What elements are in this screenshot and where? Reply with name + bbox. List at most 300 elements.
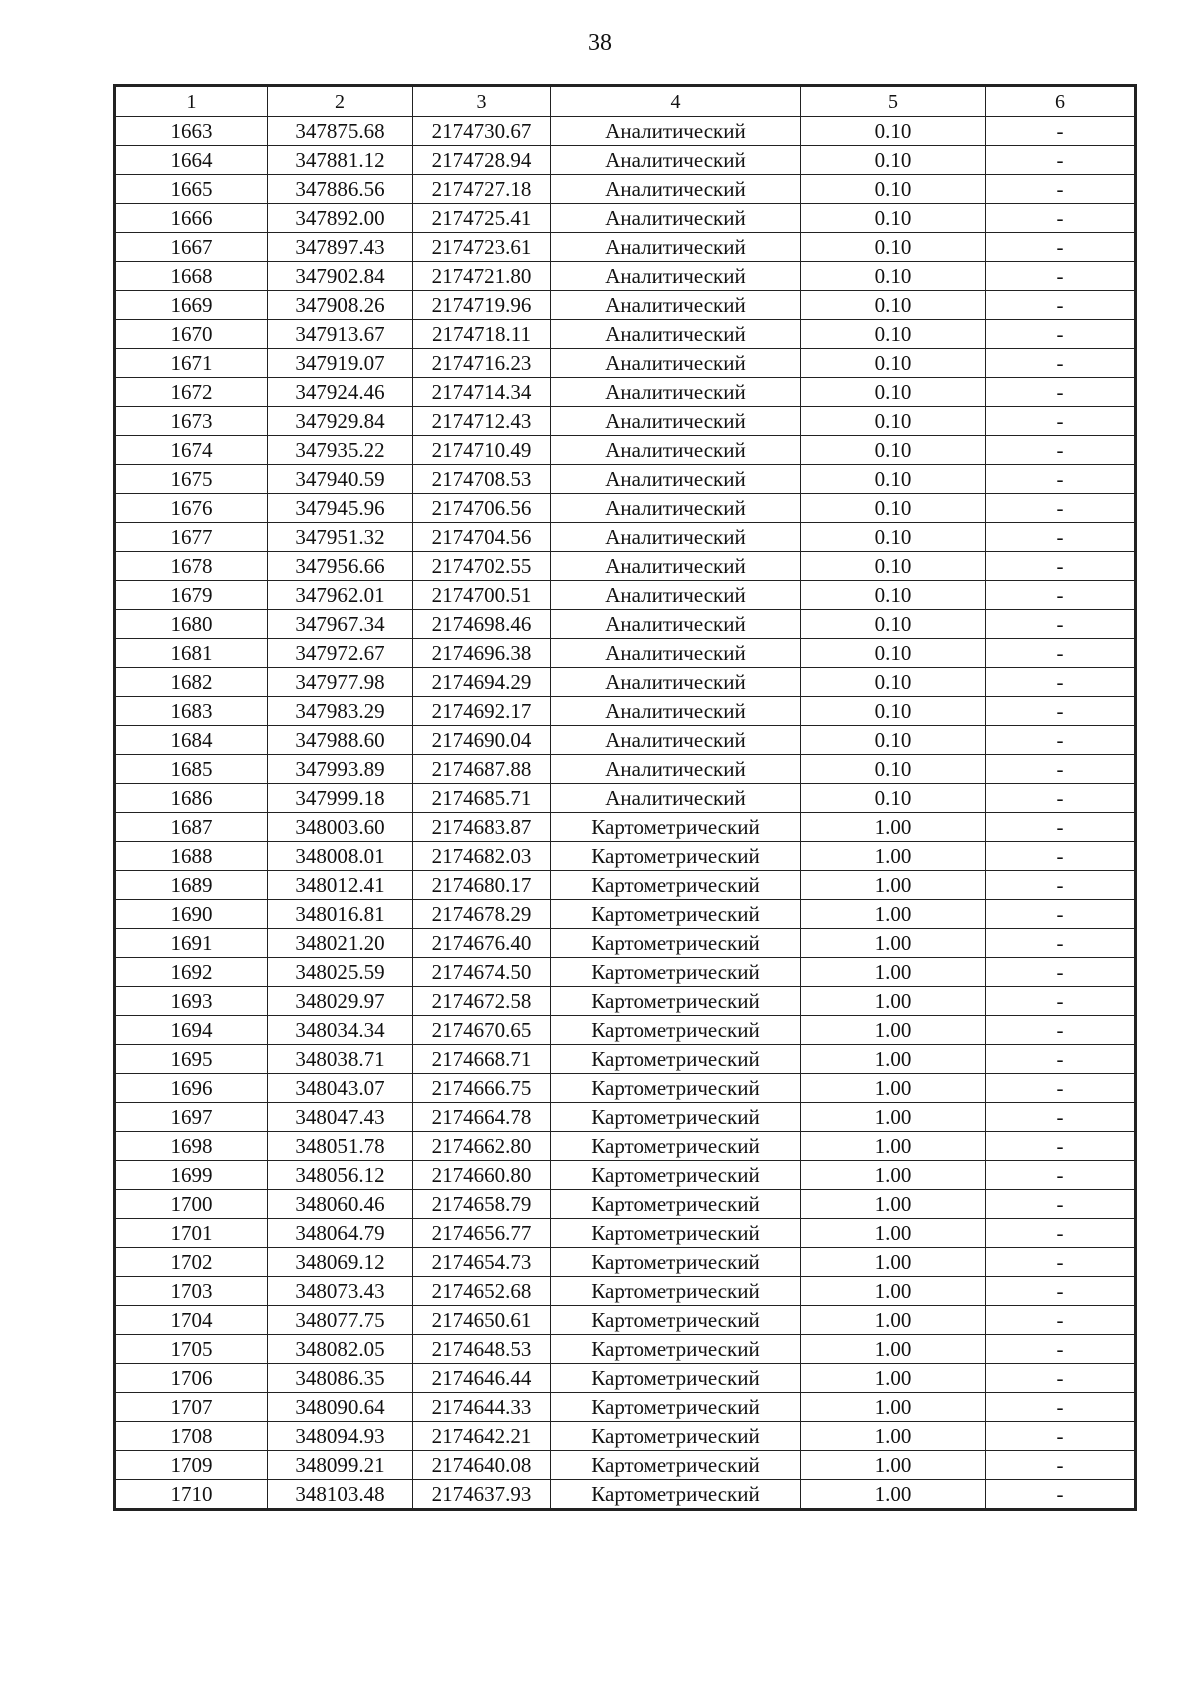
y-coordinate-cell: 2174728.94 [413,146,551,175]
method-cell: Аналитический [551,784,801,813]
accuracy-cell: 1.00 [801,1393,986,1422]
point-number-cell: 1701 [116,1219,268,1248]
method-cell: Картометрический [551,1074,801,1103]
y-coordinate-cell: 2174678.29 [413,900,551,929]
table-row [116,523,1135,552]
note-cell: - [986,291,1135,320]
y-coordinate-cell: 2174682.03 [413,842,551,871]
accuracy-cell: 1.00 [801,1364,986,1393]
point-number-cell: 1675 [116,465,268,494]
column-header: 6 [986,87,1135,117]
point-number-cell: 1694 [116,1016,268,1045]
table-row [116,842,1135,871]
point-number-cell: 1691 [116,929,268,958]
table-row [116,813,1135,842]
x-coordinate-cell: 347892.00 [268,204,413,233]
y-coordinate-cell: 2174723.61 [413,233,551,262]
point-number-cell: 1679 [116,581,268,610]
table-row [116,987,1135,1016]
accuracy-cell: 1.00 [801,1074,986,1103]
note-cell: - [986,175,1135,204]
method-cell: Аналитический [551,349,801,378]
x-coordinate-cell: 347967.34 [268,610,413,639]
note-cell: - [986,146,1135,175]
method-cell: Аналитический [551,204,801,233]
note-cell: - [986,320,1135,349]
column-header: 5 [801,87,986,117]
table-row [116,349,1135,378]
y-coordinate-cell: 2174656.77 [413,1219,551,1248]
accuracy-cell: 1.00 [801,1335,986,1364]
point-number-cell: 1677 [116,523,268,552]
note-cell: - [986,1364,1135,1393]
x-coordinate-cell: 348069.12 [268,1248,413,1277]
method-cell: Аналитический [551,117,801,146]
table-row [116,1306,1135,1335]
method-cell: Картометрический [551,1451,801,1480]
column-header: 3 [413,87,551,117]
accuracy-cell: 0.10 [801,204,986,233]
accuracy-cell: 0.10 [801,581,986,610]
method-cell: Картометрический [551,1219,801,1248]
note-cell: - [986,233,1135,262]
accuracy-cell: 0.10 [801,175,986,204]
accuracy-cell: 1.00 [801,871,986,900]
y-coordinate-cell: 2174714.34 [413,378,551,407]
table-row [116,1248,1135,1277]
accuracy-cell: 0.10 [801,465,986,494]
note-cell: - [986,784,1135,813]
table-row [116,1335,1135,1364]
y-coordinate-cell: 2174716.23 [413,349,551,378]
accuracy-cell: 1.00 [801,1277,986,1306]
table-row [116,407,1135,436]
point-number-cell: 1690 [116,900,268,929]
accuracy-cell: 1.00 [801,1306,986,1335]
point-number-cell: 1709 [116,1451,268,1480]
accuracy-cell: 0.10 [801,436,986,465]
note-cell: - [986,407,1135,436]
note-cell: - [986,436,1135,465]
table-row [116,146,1135,175]
point-number-cell: 1696 [116,1074,268,1103]
accuracy-cell: 1.00 [801,1248,986,1277]
y-coordinate-cell: 2174694.29 [413,668,551,697]
method-cell: Аналитический [551,407,801,436]
point-number-cell: 1681 [116,639,268,668]
point-number-cell: 1702 [116,1248,268,1277]
table-header-row [116,87,1135,117]
accuracy-cell: 1.00 [801,1190,986,1219]
x-coordinate-cell: 347940.59 [268,465,413,494]
y-coordinate-cell: 2174730.67 [413,117,551,146]
x-coordinate-cell: 347881.12 [268,146,413,175]
point-number-cell: 1688 [116,842,268,871]
accuracy-cell: 0.10 [801,697,986,726]
note-cell: - [986,204,1135,233]
accuracy-cell: 1.00 [801,1045,986,1074]
x-coordinate-cell: 348077.75 [268,1306,413,1335]
y-coordinate-cell: 2174648.53 [413,1335,551,1364]
point-number-cell: 1693 [116,987,268,1016]
accuracy-cell: 1.00 [801,1451,986,1480]
y-coordinate-cell: 2174668.71 [413,1045,551,1074]
table-row [116,697,1135,726]
table-row [116,1045,1135,1074]
method-cell: Аналитический [551,697,801,726]
x-coordinate-cell: 348082.05 [268,1335,413,1364]
table-row [116,1190,1135,1219]
point-number-cell: 1682 [116,668,268,697]
point-number-cell: 1695 [116,1045,268,1074]
point-number-cell: 1672 [116,378,268,407]
point-number-cell: 1664 [116,146,268,175]
note-cell: - [986,494,1135,523]
note-cell: - [986,1422,1135,1451]
y-coordinate-cell: 2174692.17 [413,697,551,726]
note-cell: - [986,378,1135,407]
table-row [116,552,1135,581]
accuracy-cell: 1.00 [801,1103,986,1132]
note-cell: - [986,117,1135,146]
x-coordinate-cell: 348016.81 [268,900,413,929]
accuracy-cell: 0.10 [801,378,986,407]
accuracy-cell: 0.10 [801,291,986,320]
table-row [116,726,1135,755]
table-row [116,929,1135,958]
table-row [116,233,1135,262]
y-coordinate-cell: 2174637.93 [413,1480,551,1509]
method-cell: Картометрический [551,900,801,929]
accuracy-cell: 0.10 [801,552,986,581]
y-coordinate-cell: 2174685.71 [413,784,551,813]
accuracy-cell: 0.10 [801,755,986,784]
note-cell: - [986,842,1135,871]
column-header: 1 [116,87,268,117]
point-number-cell: 1678 [116,552,268,581]
note-cell: - [986,900,1135,929]
accuracy-cell: 1.00 [801,1219,986,1248]
x-coordinate-cell: 348029.97 [268,987,413,1016]
method-cell: Аналитический [551,378,801,407]
method-cell: Аналитический [551,320,801,349]
x-coordinate-cell: 348034.34 [268,1016,413,1045]
x-coordinate-cell: 348025.59 [268,958,413,987]
point-number-cell: 1667 [116,233,268,262]
x-coordinate-cell: 347897.43 [268,233,413,262]
table-row [116,175,1135,204]
x-coordinate-cell: 348003.60 [268,813,413,842]
note-cell: - [986,465,1135,494]
x-coordinate-cell: 348086.35 [268,1364,413,1393]
point-number-cell: 1699 [116,1161,268,1190]
point-number-cell: 1697 [116,1103,268,1132]
x-coordinate-cell: 347929.84 [268,407,413,436]
page-number: 38 [588,30,612,56]
note-cell: - [986,1190,1135,1219]
accuracy-cell: 1.00 [801,958,986,987]
method-cell: Картометрический [551,1393,801,1422]
table-row [116,1132,1135,1161]
table-row [116,755,1135,784]
method-cell: Аналитический [551,610,801,639]
point-number-cell: 1666 [116,204,268,233]
note-cell: - [986,987,1135,1016]
table-row [116,639,1135,668]
table-row [116,1480,1135,1509]
accuracy-cell: 1.00 [801,1480,986,1509]
y-coordinate-cell: 2174676.40 [413,929,551,958]
point-number-cell: 1680 [116,610,268,639]
method-cell: Аналитический [551,581,801,610]
accuracy-cell: 0.10 [801,668,986,697]
note-cell: - [986,1103,1135,1132]
accuracy-cell: 0.10 [801,233,986,262]
accuracy-cell: 0.10 [801,349,986,378]
method-cell: Картометрический [551,1016,801,1045]
y-coordinate-cell: 2174666.75 [413,1074,551,1103]
table-row [116,958,1135,987]
accuracy-cell: 0.10 [801,610,986,639]
x-coordinate-cell: 347913.67 [268,320,413,349]
x-coordinate-cell: 348038.71 [268,1045,413,1074]
table-row [116,1364,1135,1393]
method-cell: Картометрический [551,842,801,871]
y-coordinate-cell: 2174696.38 [413,639,551,668]
point-number-cell: 1686 [116,784,268,813]
x-coordinate-cell: 347977.98 [268,668,413,697]
note-cell: - [986,262,1135,291]
x-coordinate-cell: 348099.21 [268,1451,413,1480]
accuracy-cell: 0.10 [801,320,986,349]
method-cell: Аналитический [551,523,801,552]
method-cell: Картометрический [551,1364,801,1393]
y-coordinate-cell: 2174664.78 [413,1103,551,1132]
method-cell: Аналитический [551,494,801,523]
table-row [116,610,1135,639]
y-coordinate-cell: 2174687.88 [413,755,551,784]
x-coordinate-cell: 348073.43 [268,1277,413,1306]
method-cell: Картометрический [551,987,801,1016]
accuracy-cell: 1.00 [801,987,986,1016]
table-row [116,1103,1135,1132]
point-number-cell: 1684 [116,726,268,755]
method-cell: Картометрический [551,1277,801,1306]
accuracy-cell: 1.00 [801,1132,986,1161]
x-coordinate-cell: 347886.56 [268,175,413,204]
x-coordinate-cell: 348056.12 [268,1161,413,1190]
accuracy-cell: 1.00 [801,900,986,929]
accuracy-cell: 0.10 [801,523,986,552]
point-number-cell: 1704 [116,1306,268,1335]
table-row [116,436,1135,465]
column-header: 2 [268,87,413,117]
y-coordinate-cell: 2174702.55 [413,552,551,581]
accuracy-cell: 0.10 [801,407,986,436]
note-cell: - [986,581,1135,610]
table-row [116,1393,1135,1422]
point-number-cell: 1674 [116,436,268,465]
x-coordinate-cell: 347951.32 [268,523,413,552]
x-coordinate-cell: 348047.43 [268,1103,413,1132]
y-coordinate-cell: 2174727.18 [413,175,551,204]
x-coordinate-cell: 347875.68 [268,117,413,146]
note-cell: - [986,755,1135,784]
method-cell: Аналитический [551,755,801,784]
y-coordinate-cell: 2174683.87 [413,813,551,842]
y-coordinate-cell: 2174670.65 [413,1016,551,1045]
accuracy-cell: 1.00 [801,1161,986,1190]
note-cell: - [986,1248,1135,1277]
table-row [116,291,1135,320]
note-cell: - [986,813,1135,842]
table-row [116,494,1135,523]
y-coordinate-cell: 2174704.56 [413,523,551,552]
y-coordinate-cell: 2174650.61 [413,1306,551,1335]
note-cell: - [986,1480,1135,1509]
method-cell: Картометрический [551,1103,801,1132]
x-coordinate-cell: 348012.41 [268,871,413,900]
y-coordinate-cell: 2174658.79 [413,1190,551,1219]
table-row [116,900,1135,929]
note-cell: - [986,639,1135,668]
note-cell: - [986,1045,1135,1074]
note-cell: - [986,871,1135,900]
y-coordinate-cell: 2174708.53 [413,465,551,494]
method-cell: Картометрический [551,1480,801,1509]
x-coordinate-cell: 348051.78 [268,1132,413,1161]
table-row [116,1422,1135,1451]
point-number-cell: 1671 [116,349,268,378]
x-coordinate-cell: 347993.89 [268,755,413,784]
point-number-cell: 1676 [116,494,268,523]
column-header: 4 [551,87,801,117]
point-number-cell: 1663 [116,117,268,146]
table-row [116,1219,1135,1248]
accuracy-cell: 0.10 [801,494,986,523]
accuracy-cell: 0.10 [801,784,986,813]
table-row [116,262,1135,291]
y-coordinate-cell: 2174719.96 [413,291,551,320]
method-cell: Аналитический [551,465,801,494]
x-coordinate-cell: 347999.18 [268,784,413,813]
accuracy-cell: 1.00 [801,813,986,842]
point-number-cell: 1706 [116,1364,268,1393]
method-cell: Картометрический [551,1190,801,1219]
note-cell: - [986,1277,1135,1306]
y-coordinate-cell: 2174712.43 [413,407,551,436]
y-coordinate-cell: 2174646.44 [413,1364,551,1393]
y-coordinate-cell: 2174642.21 [413,1422,551,1451]
point-number-cell: 1705 [116,1335,268,1364]
x-coordinate-cell: 347935.22 [268,436,413,465]
y-coordinate-cell: 2174690.04 [413,726,551,755]
x-coordinate-cell: 348103.48 [268,1480,413,1509]
method-cell: Аналитический [551,291,801,320]
point-number-cell: 1683 [116,697,268,726]
x-coordinate-cell: 347902.84 [268,262,413,291]
table-row [116,1451,1135,1480]
note-cell: - [986,1335,1135,1364]
note-cell: - [986,349,1135,378]
y-coordinate-cell: 2174660.80 [413,1161,551,1190]
x-coordinate-cell: 348008.01 [268,842,413,871]
x-coordinate-cell: 347919.07 [268,349,413,378]
table-row [116,204,1135,233]
note-cell: - [986,697,1135,726]
y-coordinate-cell: 2174680.17 [413,871,551,900]
method-cell: Картометрический [551,958,801,987]
method-cell: Картометрический [551,1335,801,1364]
note-cell: - [986,1132,1135,1161]
note-cell: - [986,552,1135,581]
method-cell: Картометрический [551,871,801,900]
point-number-cell: 1670 [116,320,268,349]
point-number-cell: 1673 [116,407,268,436]
accuracy-cell: 0.10 [801,262,986,291]
table-row [116,581,1135,610]
note-cell: - [986,1306,1135,1335]
x-coordinate-cell: 348060.46 [268,1190,413,1219]
y-coordinate-cell: 2174674.50 [413,958,551,987]
method-cell: Картометрический [551,1161,801,1190]
table-body [116,87,1135,1509]
note-cell: - [986,610,1135,639]
table-row [116,1016,1135,1045]
x-coordinate-cell: 347972.67 [268,639,413,668]
accuracy-cell: 0.10 [801,726,986,755]
x-coordinate-cell: 348090.64 [268,1393,413,1422]
point-number-cell: 1700 [116,1190,268,1219]
x-coordinate-cell: 347945.96 [268,494,413,523]
x-coordinate-cell: 347962.01 [268,581,413,610]
accuracy-cell: 1.00 [801,842,986,871]
y-coordinate-cell: 2174718.11 [413,320,551,349]
point-number-cell: 1703 [116,1277,268,1306]
table-row [116,784,1135,813]
method-cell: Картометрический [551,1248,801,1277]
method-cell: Аналитический [551,175,801,204]
table-row [116,668,1135,697]
x-coordinate-cell: 348094.93 [268,1422,413,1451]
method-cell: Аналитический [551,668,801,697]
x-coordinate-cell: 348021.20 [268,929,413,958]
point-number-cell: 1669 [116,291,268,320]
point-number-cell: 1707 [116,1393,268,1422]
accuracy-cell: 0.10 [801,639,986,668]
method-cell: Картометрический [551,1306,801,1335]
x-coordinate-cell: 348043.07 [268,1074,413,1103]
y-coordinate-cell: 2174672.58 [413,987,551,1016]
x-coordinate-cell: 347956.66 [268,552,413,581]
table-row [116,378,1135,407]
point-number-cell: 1692 [116,958,268,987]
method-cell: Картометрический [551,813,801,842]
method-cell: Аналитический [551,146,801,175]
x-coordinate-cell: 347908.26 [268,291,413,320]
y-coordinate-cell: 2174710.49 [413,436,551,465]
accuracy-cell: 1.00 [801,1422,986,1451]
point-number-cell: 1708 [116,1422,268,1451]
note-cell: - [986,958,1135,987]
table-row [116,117,1135,146]
table-row [116,320,1135,349]
point-number-cell: 1668 [116,262,268,291]
method-cell: Аналитический [551,262,801,291]
note-cell: - [986,668,1135,697]
note-cell: - [986,1074,1135,1103]
note-cell: - [986,1161,1135,1190]
